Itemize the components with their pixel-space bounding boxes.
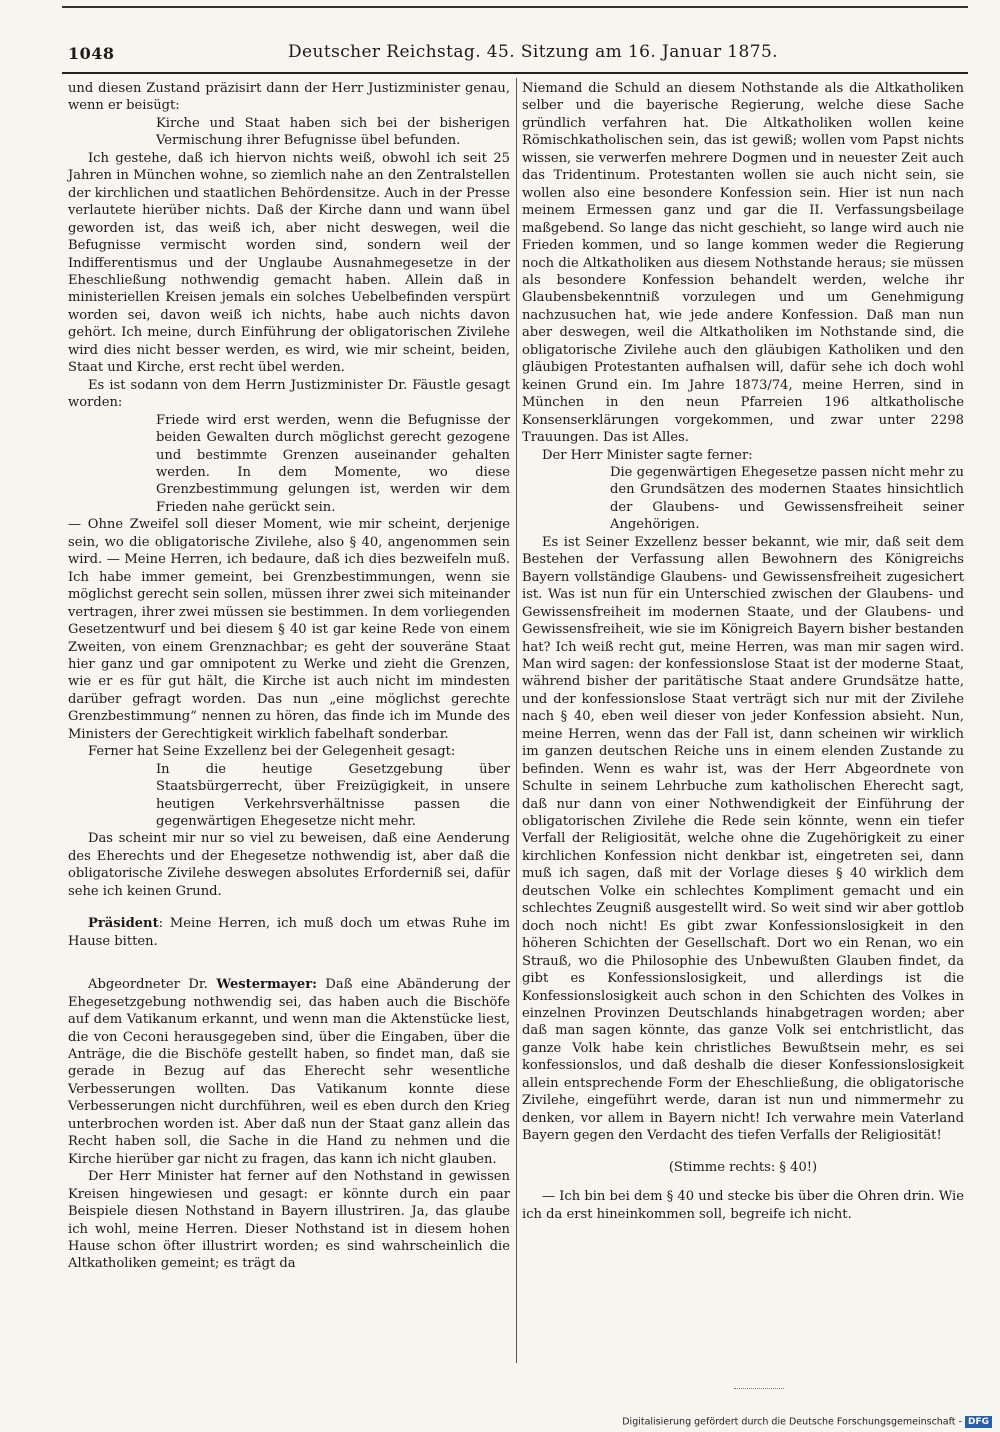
header-rule bbox=[62, 72, 968, 74]
remark-text: : Meine Herren, ich muß doch um etwas Ruhe im Hause bitten. bbox=[68, 916, 510, 949]
left-column bbox=[68, 80, 510, 1273]
interjection: (Stimme rechts: § 40!) bbox=[668, 1159, 818, 1175]
speaker-label: Präsident bbox=[88, 916, 159, 932]
digitization-footer bbox=[622, 1416, 992, 1428]
paragraph: Es ist sodann von dem Herrn Justizminister Dr. Fäustle gesagt worden: bbox=[68, 377, 510, 411]
paragraph: — Ohne Zweifel soll dieser Moment, wie mir scheint, derjenige sein, wo die obligatorische Zivilehe, also § 40, angenommen sein wird. — Meine Herren, ich bedaure, daß ich dies bezweifeln muß. Ich habe immer gemeint, bei Grenzbestimmungen, wenn sie möglichst gerecht sein sollen, müssen ihrer zwei sich miteinander vertragen, ihrer zwei müssen sie bestimmen. In dem vorliegenden Gesetzentwurf und bei diesem § 40 ist gar keine Rede von einem Zweiten, von einem Grenznachbar; es geht der souveräne Staat hier ganz und gar omnipotent zu Werke und zieht die Grenzen, wie er es für gut hält, die Kirche ist auch nicht im mindesten darüber gefragt worden. Das nun „eine möglichst gerechte Grenzbestimmung“ nennen zu hören, das finde ich im Munde des Ministers der Gerechtigkeit wirklich fabelhaft sonderbar. bbox=[68, 517, 510, 742]
quotation: Die gegenwärtigen Ehegesetze passen nicht mehr zu den Grundsätzen des modernen Staates hinsichtlich der Glaubens- und Gewissensfreiheit seiner Angehörigen. bbox=[610, 464, 964, 533]
quotation: In die heutige Gesetzgebung über Staatsbürgerrecht, über Freizügigkeit, in unsere heutigen Verkehrsverhältnisse passen die gegenwärtigen Ehegesetze nicht mehr. bbox=[156, 761, 510, 830]
top-rule bbox=[62, 6, 968, 8]
column-divider bbox=[516, 78, 517, 1363]
speech-text: Daß eine Abänderung der Ehegesetzgebung nothwendig sei, das haben auch die Bischöfe auf dem Vatikanum erkannt, und wenn man die Aktenstücke liest, die von Ceconi herausgegeben sind, über die Eingaben, über die Anträge, die die Bischöfe gestellt haben, so findet man, daß sie gerade in Bezug auf das Eherecht sehr wesentliche Verbesserungen wollten. Das Vatikanum konnte diese Verbesserungen nicht durchführen, weil es eben durch den Krieg unterbrochen worden ist. Aber daß nun der Staat ganz allein das Recht haben soll, die Sache in die Hand zu nehmen und die Kirche hierüber gar nicht zu fragen, das kann ich nicht glauben. bbox=[68, 977, 511, 1167]
footer-dots bbox=[734, 1388, 784, 1389]
paragraph: Ich gestehe, daß ich hiervon nichts weiß, obwohl ich seit 25 Jahren in München wohne, so ziemlich nahe an den Zentralstellen der kirchlichen und staatlichen Behördensitze. Auch in der Presse verlautete hierüber nichts. Daß der Kirche dann und wann übel geworden ist, das weiß ich, aber nicht deswegen, weil die Befugnisse vermischt worden sind, sondern weil der Indifferentismus und der Unglaube Ausnahmegesetze in der Eheschließung nothwendig gemacht haben. Allein daß in ministeriellen Kreisen jemals ein solches Uebelbefinden verspürt worden sei, davon weiß ich nichts, habe auch nichts davon gehört. Ich meine, durch Einführung der obligatorischen Zivilehe wird dies nicht besser werden, es wird, wie mir scheint, beiden, Staat und Kirche, erst recht übel werden. bbox=[68, 150, 510, 376]
right-column bbox=[522, 80, 964, 1223]
running-head: Deutscher Reichstag. 45. Sitzung am 16. Januar 1875. bbox=[288, 42, 778, 62]
speaker-name: Westermayer: bbox=[216, 977, 317, 993]
quotation: Friede wird erst werden, wenn die Befugnisse der beiden Gewalten durch möglichst gerecht gezogene und bestimmte Grenzen auseinander gehalten werden. In dem Momente, wo diese Grenzbestimmung gelungen ist, werden wir dem Frieden nahe gerückt sein. bbox=[156, 412, 510, 515]
paragraph: Niemand die Schuld an diesem Nothstande als die Altkatholiken selber und die bayerische Regierung, welche diese Sache gründlich verfahren hat. Die Altkatholiken wollen keine Römischkatholischen sein, das ist gewiß; wollen vom Papst nichts wissen, sie verwerfen mehrere Dogmen und in neuester Zeit auch das Tridentinum. Protestanten wollen sie auch nicht sein, sie wollen also eine besondere Konfession sein. Hier ist nun nach meinem Ermessen ganz und gar die II. Verfassungsbeilage maßgebend. So lange das nicht geschieht, so lange wird auch nie Frieden kommen, und so lange kommen weder die Regierung noch die Altkatholiken aus diesem Nothstande heraus; sie müssen als besondere Konfession behandelt werden, welche ihr Glaubensbekenntniß vorzulegen und um Genehmigung nachzusuchen hat, wie jede andere Konfession. Daß man nun aber deswegen, weil die Altkatholiken im Nothstande sind, die obligatorische Zivilehe auch den gläubigen Katholiken und den gläubigen Protestanten aufhalsen will, dafür sehe ich doch wohl keinen Grund ein. Im Jahre 1873/74, meine Herren, sind in München in den neun Pfarreien 196 altkatholische Konsenserklärungen vorgekommen, und zwar unter 2298 Trauungen. Das ist Alles. bbox=[522, 81, 964, 446]
page-number: 1048 bbox=[68, 44, 115, 63]
paragraph: Ferner hat Seine Exzellenz bei der Gelegenheit gesagt: bbox=[88, 744, 456, 760]
paragraph: — Ich bin bei dem § 40 und stecke bis über die Ohren drin. Wie ich da erst hineinkommen soll, begreife ich nicht. bbox=[522, 1189, 964, 1222]
speech-opening bbox=[68, 976, 510, 1168]
quotation: Kirche und Staat haben sich bei der bisherigen Vermischung ihrer Befugnisse übel befunden. bbox=[156, 115, 510, 149]
speaker-intro: Abgeordneter Dr. bbox=[88, 977, 208, 993]
dfg-logo-icon: DFG bbox=[965, 1416, 992, 1428]
president-remark bbox=[68, 915, 510, 950]
paragraph: Das scheint mir nur so viel zu beweisen, daß eine Aenderung des Eherechts und der Ehegesetze nothwendig ist, aber daß die obligatorische Zivilehe deswegen absolutes Erforderniß sei, dafür sehe ich keinen Grund. bbox=[68, 831, 510, 899]
footer-text: Digitalisierung gefördert durch die Deutsche Forschungsgemeinschaft - bbox=[622, 1416, 962, 1428]
paragraph: und diesen Zustand präzisirt dann der Herr Justizminister genau, wenn er beisügt: bbox=[68, 81, 510, 114]
paragraph: Der Herr Minister sagte ferner: bbox=[542, 447, 753, 463]
paragraph: Es ist Seiner Exzellenz besser bekannt, wie mir, daß seit dem Bestehen der Verfassung allen Bewohnern des Königreichs Bayern vollständige Glaubens- und Gewissensfreiheit zugesichert ist. Was ist nun für ein Unterschied zwischen der Glaubens- und Gewissensfreiheit im modernen Staate, und der Glaubens- und Gewissensfreiheit, wie sie im Königreich Bayern bisher bestanden hat? Ich weiß recht gut, meine Herren, was man mir sagen wird. Man wird sagen: der konfessionslose Staat ist der moderne Staat, während bisher der paritätische Staat andere Grundsätze hatte, und der konfessionslose Staat verträgt sich nur mit der Zivilehe nach § 40, eben weil dieser von jeder Konfession absieht. Nun, meine Herren, wenn das der Fall ist, dann scheinen wir wirklich im ganzen deutschen Reiche uns in einem elenden Zustande zu befinden. Wenn es wahr ist, was der Herr Abgeordnete von Schulte in seinem Lehrbuche zum katholischen Eherecht sagt, daß nur dann von einer Nothwendigkeit der Einführung der obligatorischen Zivilehe die Rede sein könnte, wenn ein tiefer Verfall der Religiosität, welche ohne die Zugehörigkeit zu einer kirchlichen Konfession nicht denkbar ist, eingetreten sei, dann muß ich sagen, daß mit der Vorlage dieses § 40 wirklich dem deutschen Volke ein schlechtes Kompliment gemacht und ein schlechtes Zeugniß ausgestellt wird. So weit sind wir aber gottlob doch noch nicht! Es gibt zwar Konfessionslosigkeit in den höheren Schichten der Gesellschaft. Dort wo ein Renan, wo ein Strauß, wo die Philosophie des Unbewußten Glauben findet, da gibt es Konfessionslosigkeit, und allerdings ist die Konfessionslosigkeit auch schon in den Schichten des Volkes in einzelnen Provinzen Deutschlands hinabgetragen worden; aber daß man sagen könnte, das ganze Volk sei entchristlicht, das ganze Volk habe kein christliches Bewußtsein mehr, es sei konfessionslos, und daß deshalb die dieser Konfessionslosigkeit allein entsprechende Form der Eheschließung, die obligatorische Zivilehe, eingeführt werde, daran ist nun und nimmermehr zu denken, vor allem in Bayern nicht! Ich verwahre mein Vaterland Bayern gegen den Verdacht des tiefen Verfalls der Religiosität! bbox=[522, 534, 964, 1144]
page-header bbox=[68, 38, 962, 68]
paragraph: Der Herr Minister hat ferner auf den Nothstand in gewissen Kreisen hingewiesen und gesagt: er könnte durch ein paar Beispiele diesen Nothstand in Bayern illustriren. Ja, das glaube ich wohl, meine Herren. Dieser Nothstand ist in diesem hohen Hause schon öfter illustrirt worden; es sind wahrscheinlich die Altkatholiken gemeint; es trägt da bbox=[68, 1169, 510, 1272]
